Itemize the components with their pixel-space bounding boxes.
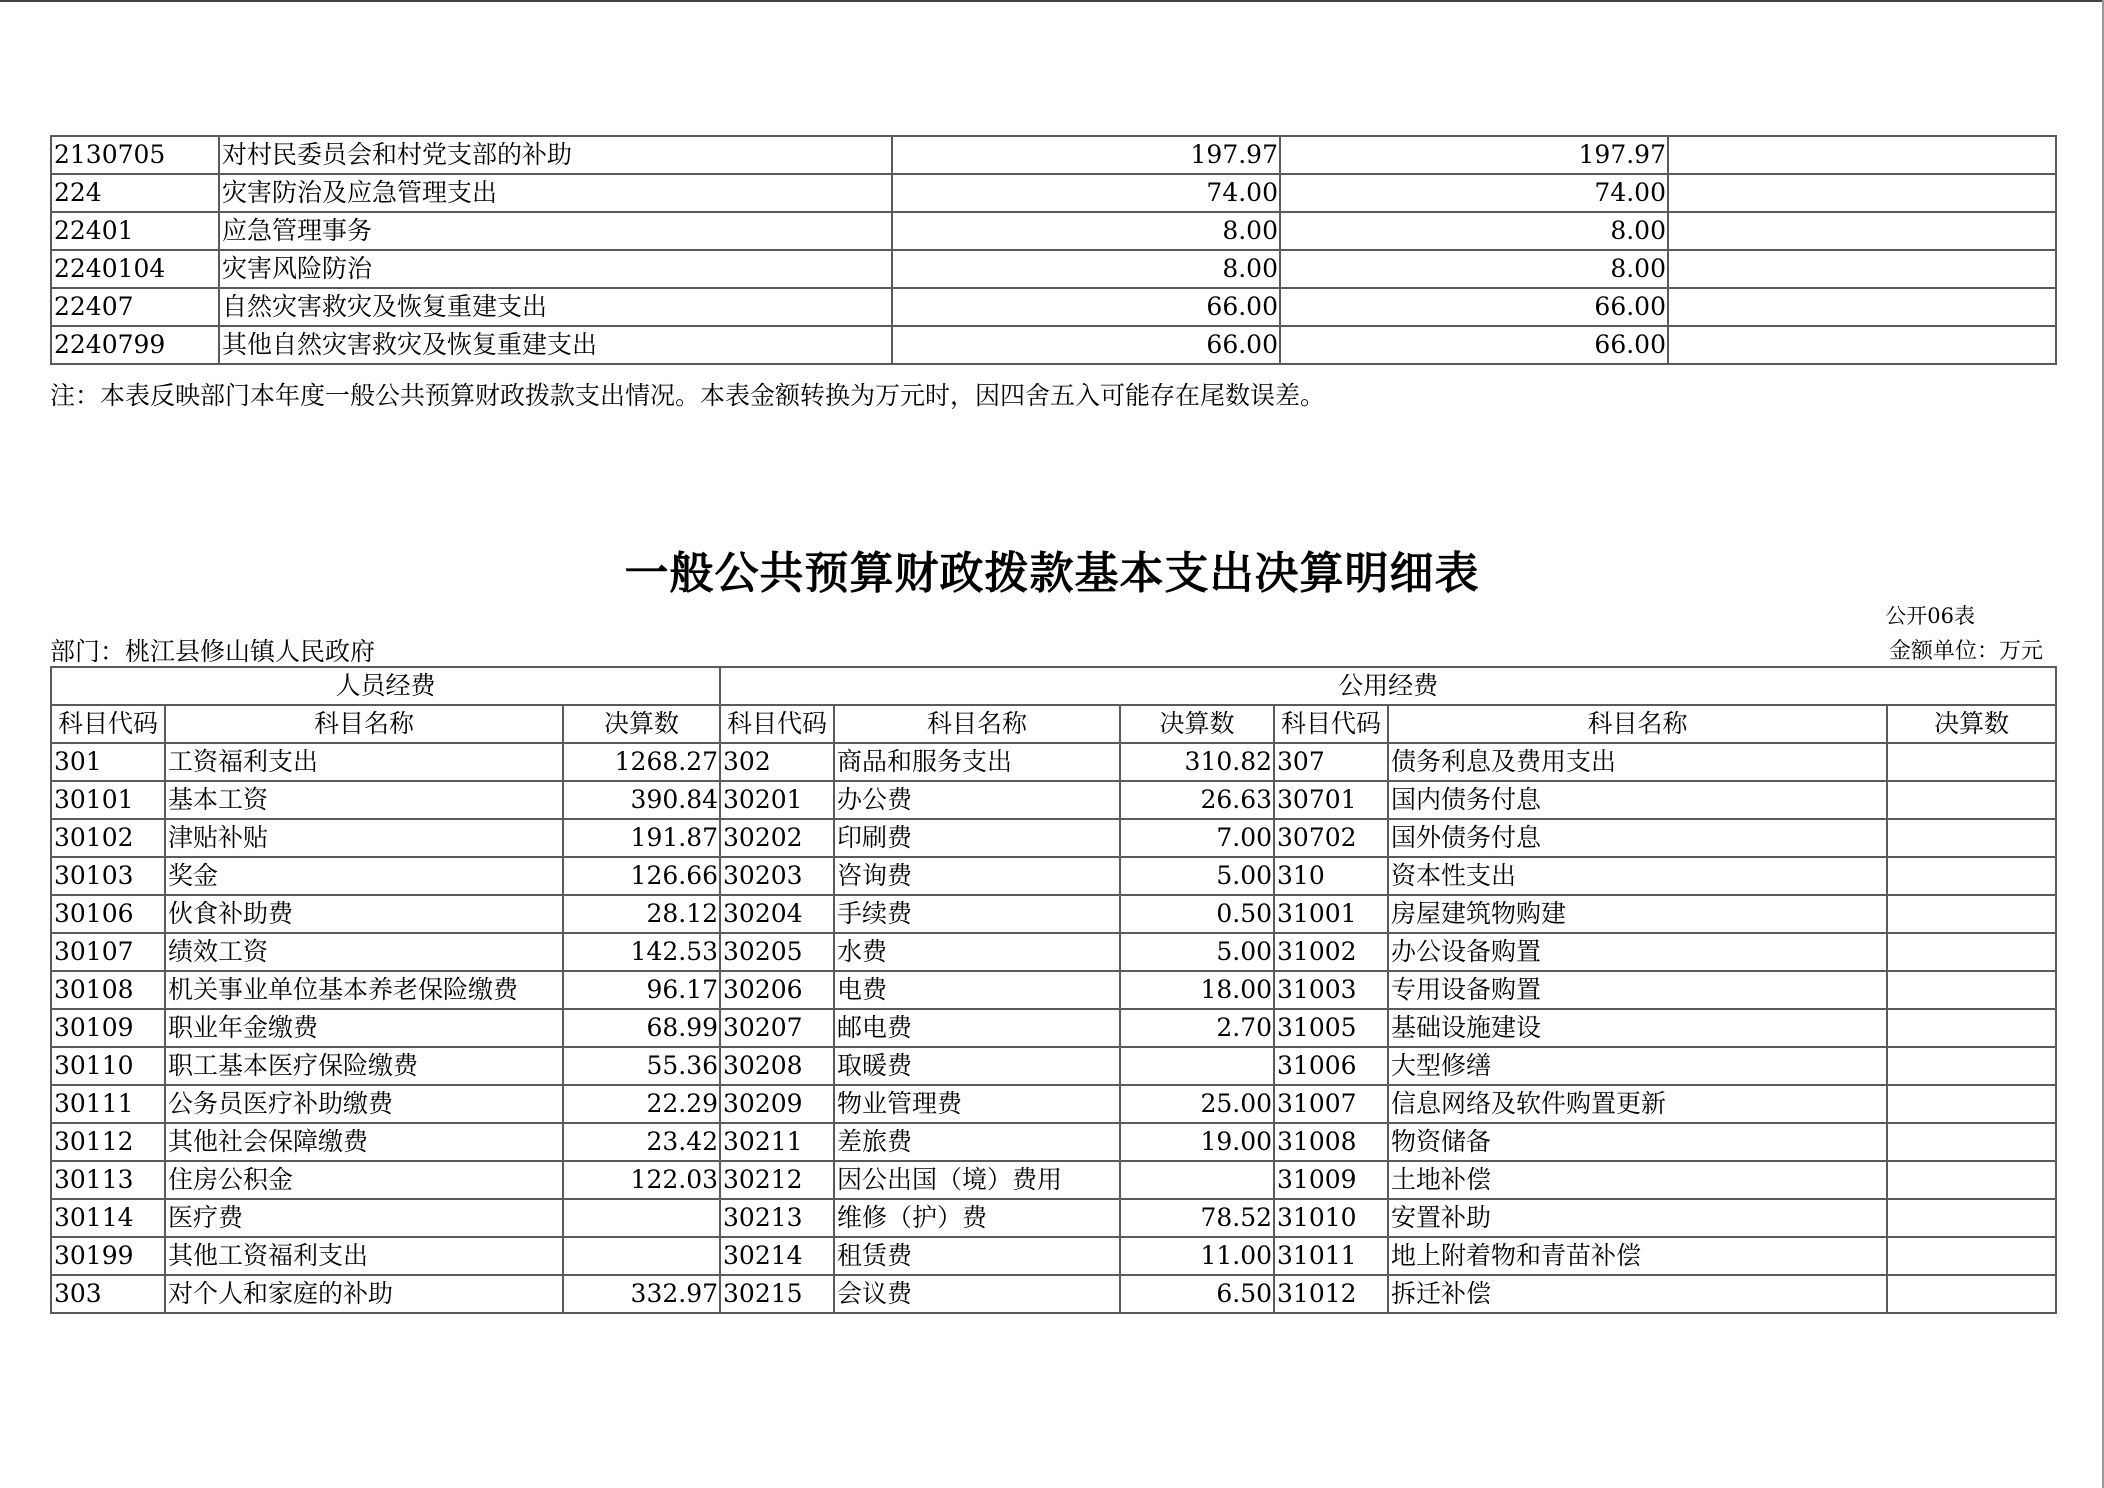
public-code-cell: 30207 [720,1009,834,1047]
capital-code-cell: 31011 [1274,1237,1388,1275]
capital-amount-cell [1887,971,2056,1009]
code-header: 科目代码 [720,705,834,743]
project-expense-cell [1668,212,2056,250]
personnel-amount-cell: 332.97 [563,1275,720,1313]
personnel-name-cell: 基本工资 [165,781,563,819]
subject-code-cell: 2130705 [51,136,219,174]
code-header: 科目代码 [51,705,165,743]
basic-expense-cell: 8.00 [1280,250,1668,288]
capital-code-cell: 31006 [1274,1047,1388,1085]
total-amount-cell: 74.00 [892,174,1280,212]
public-amount-cell: 11.00 [1120,1237,1274,1275]
total-amount-cell: 8.00 [892,212,1280,250]
table-row [51,1161,2056,1199]
table-note: 注：本表反映部门本年度一般公共预算财政拨款支出情况。本表金额转换为万元时，因四舍五入可能存在尾数误差。 [50,381,1326,410]
public-amount-cell: 2.70 [1120,1009,1274,1047]
capital-amount-cell [1887,1009,2056,1047]
personnel-name-cell: 工资福利支出 [165,743,563,781]
subject-name-cell: 对村民委员会和村党支部的补助 [219,136,892,174]
public-code-cell: 30208 [720,1047,834,1085]
amount-header: 决算数 [1887,705,2056,743]
personnel-code-cell: 303 [51,1275,165,1313]
table-header [51,667,2056,743]
subject-code-cell: 2240104 [51,250,219,288]
subject-code-cell: 22407 [51,288,219,326]
capital-amount-cell [1887,743,2056,781]
personnel-amount-cell: 68.99 [563,1009,720,1047]
name-header: 科目名称 [165,705,563,743]
public-name-cell: 因公出国（境）费用 [834,1161,1120,1199]
code-header: 科目代码 [1274,705,1388,743]
capital-amount-cell [1887,781,2056,819]
public-code-cell: 30206 [720,971,834,1009]
capital-name-cell: 大型修缮 [1388,1047,1887,1085]
name-header: 科目名称 [834,705,1120,743]
personnel-name-cell: 绩效工资 [165,933,563,971]
public-code-cell: 30215 [720,1275,834,1313]
personnel-amount-cell: 126.66 [563,857,720,895]
capital-code-cell: 307 [1274,743,1388,781]
capital-code-cell: 31012 [1274,1275,1388,1313]
capital-amount-cell [1887,1237,2056,1275]
personnel-amount-cell [563,1199,720,1237]
table-row [51,326,2056,364]
capital-amount-cell [1887,1123,2056,1161]
personnel-name-cell: 机关事业单位基本养老保险缴费 [165,971,563,1009]
basic-expense-cell: 8.00 [1280,212,1668,250]
table-row [51,819,2056,857]
amount-header: 决算数 [1120,705,1274,743]
public-code-cell: 30213 [720,1199,834,1237]
column-header-row [51,705,2056,743]
personnel-code-cell: 30110 [51,1047,165,1085]
basic-expenditure-detail-table [50,666,2057,1314]
project-expense-cell [1668,136,2056,174]
personnel-code-cell: 30106 [51,895,165,933]
basic-expense-cell: 66.00 [1280,288,1668,326]
table-row [51,781,2056,819]
public-amount-cell: 310.82 [1120,743,1274,781]
public-amount-cell [1120,1161,1274,1199]
project-expense-cell [1668,288,2056,326]
capital-code-cell: 31002 [1274,933,1388,971]
public-name-cell: 邮电费 [834,1009,1120,1047]
form-number: 公开06表 [1885,604,1975,628]
public-name-cell: 物业管理费 [834,1085,1120,1123]
capital-code-cell: 31001 [1274,895,1388,933]
expenditure-table-body [51,136,2056,364]
total-amount-cell: 66.00 [892,326,1280,364]
table-row [51,1085,2056,1123]
capital-name-cell: 拆迁补偿 [1388,1275,1887,1313]
personnel-amount-cell: 96.17 [563,971,720,1009]
table-row [51,895,2056,933]
table-row [51,288,2056,326]
subject-name-cell: 其他自然灾害救灾及恢复重建支出 [219,326,892,364]
personnel-code-cell: 30101 [51,781,165,819]
capital-name-cell: 债务利息及费用支出 [1388,743,1887,781]
public-amount-cell: 6.50 [1120,1275,1274,1313]
personnel-name-cell: 职业年金缴费 [165,1009,563,1047]
public-amount-cell: 78.52 [1120,1199,1274,1237]
public-code-cell: 30205 [720,933,834,971]
personnel-code-cell: 30107 [51,933,165,971]
table-row [51,250,2056,288]
detail-table-body [51,743,2056,1313]
capital-amount-cell [1887,1047,2056,1085]
table-row [51,1047,2056,1085]
public-amount-cell: 7.00 [1120,819,1274,857]
personnel-amount-cell: 1268.27 [563,743,720,781]
personnel-code-cell: 30102 [51,819,165,857]
personnel-amount-cell: 55.36 [563,1047,720,1085]
public-name-cell: 咨询费 [834,857,1120,895]
table-row [51,1009,2056,1047]
basic-expense-cell: 66.00 [1280,326,1668,364]
public-name-cell: 商品和服务支出 [834,743,1120,781]
personnel-amount-cell: 390.84 [563,781,720,819]
table-row [51,971,2056,1009]
personnel-code-cell: 30199 [51,1237,165,1275]
public-amount-cell: 26.63 [1120,781,1274,819]
capital-amount-cell [1887,933,2056,971]
personnel-amount-cell: 122.03 [563,1161,720,1199]
public-name-cell: 办公费 [834,781,1120,819]
personnel-name-cell: 其他工资福利支出 [165,1237,563,1275]
amount-header: 决算数 [563,705,720,743]
expenditure-table-continued [50,135,2057,365]
personnel-code-cell: 30114 [51,1199,165,1237]
personnel-code-cell: 30103 [51,857,165,895]
personnel-code-cell: 30111 [51,1085,165,1123]
table-row [51,1237,2056,1275]
public-name-cell: 水费 [834,933,1120,971]
public-code-cell: 30214 [720,1237,834,1275]
public-name-cell: 维修（护）费 [834,1199,1120,1237]
basic-expense-cell: 197.97 [1280,136,1668,174]
capital-code-cell: 31009 [1274,1161,1388,1199]
capital-amount-cell [1887,1199,2056,1237]
capital-name-cell: 房屋建筑物购建 [1388,895,1887,933]
personnel-code-cell: 301 [51,743,165,781]
page-top-border [0,0,2104,2]
capital-amount-cell [1887,857,2056,895]
table-row [51,857,2056,895]
subject-name-cell: 应急管理事务 [219,212,892,250]
page-title: 一般公共预算财政拨款基本支出决算明细表 [624,548,1480,599]
public-name-cell: 租赁费 [834,1237,1120,1275]
subject-name-cell: 灾害防治及应急管理支出 [219,174,892,212]
capital-name-cell: 信息网络及软件购置更新 [1388,1085,1887,1123]
capital-name-cell: 物资储备 [1388,1123,1887,1161]
capital-name-cell: 土地补偿 [1388,1161,1887,1199]
public-code-cell: 30203 [720,857,834,895]
capital-amount-cell [1887,1085,2056,1123]
public-name-cell: 会议费 [834,1275,1120,1313]
capital-name-cell: 地上附着物和青苗补偿 [1388,1237,1887,1275]
public-amount-cell: 0.50 [1120,895,1274,933]
personnel-amount-cell [563,1237,720,1275]
personnel-expense-header: 人员经费 [51,667,720,705]
public-expense-header: 公用经费 [720,667,2056,705]
subject-code-cell: 22401 [51,212,219,250]
subject-code-cell: 224 [51,174,219,212]
public-name-cell: 取暖费 [834,1047,1120,1085]
project-expense-cell [1668,250,2056,288]
personnel-name-cell: 对个人和家庭的补助 [165,1275,563,1313]
capital-amount-cell [1887,1275,2056,1313]
group-header-row [51,667,2056,705]
public-code-cell: 30204 [720,895,834,933]
public-code-cell: 30202 [720,819,834,857]
basic-expense-cell: 74.00 [1280,174,1668,212]
personnel-amount-cell: 142.53 [563,933,720,971]
personnel-name-cell: 职工基本医疗保险缴费 [165,1047,563,1085]
amount-unit-label: 金额单位：万元 [1888,639,2043,664]
capital-amount-cell [1887,1161,2056,1199]
public-code-cell: 30211 [720,1123,834,1161]
public-code-cell: 30209 [720,1085,834,1123]
capital-name-cell: 安置补助 [1388,1199,1887,1237]
table-row [51,1123,2056,1161]
personnel-amount-cell: 22.29 [563,1085,720,1123]
public-name-cell: 差旅费 [834,1123,1120,1161]
table-row [51,743,2056,781]
table-row [51,1275,2056,1313]
personnel-code-cell: 30113 [51,1161,165,1199]
public-amount-cell: 25.00 [1120,1085,1274,1123]
personnel-amount-cell: 191.87 [563,819,720,857]
public-code-cell: 302 [720,743,834,781]
capital-code-cell: 30702 [1274,819,1388,857]
capital-name-cell: 专用设备购置 [1388,971,1887,1009]
capital-name-cell: 基础设施建设 [1388,1009,1887,1047]
personnel-amount-cell: 28.12 [563,895,720,933]
total-amount-cell: 197.97 [892,136,1280,174]
name-header: 科目名称 [1388,705,1887,743]
subject-name-cell: 灾害风险防治 [219,250,892,288]
total-amount-cell: 8.00 [892,250,1280,288]
capital-code-cell: 31010 [1274,1199,1388,1237]
table-row [51,212,2056,250]
public-amount-cell [1120,1047,1274,1085]
personnel-code-cell: 30112 [51,1123,165,1161]
personnel-name-cell: 其他社会保障缴费 [165,1123,563,1161]
public-name-cell: 电费 [834,971,1120,1009]
project-expense-cell [1668,326,2056,364]
public-amount-cell: 5.00 [1120,933,1274,971]
personnel-name-cell: 津贴补贴 [165,819,563,857]
table-row [51,933,2056,971]
department-label: 部门：桃江县修山镇人民政府 [50,637,376,666]
public-amount-cell: 5.00 [1120,857,1274,895]
personnel-code-cell: 30109 [51,1009,165,1047]
total-amount-cell: 66.00 [892,288,1280,326]
personnel-code-cell: 30108 [51,971,165,1009]
personnel-name-cell: 公务员医疗补助缴费 [165,1085,563,1123]
personnel-name-cell: 奖金 [165,857,563,895]
capital-amount-cell [1887,819,2056,857]
public-code-cell: 30201 [720,781,834,819]
public-name-cell: 印刷费 [834,819,1120,857]
personnel-amount-cell: 23.42 [563,1123,720,1161]
capital-code-cell: 31007 [1274,1085,1388,1123]
capital-name-cell: 国内债务付息 [1388,781,1887,819]
capital-name-cell: 国外债务付息 [1388,819,1887,857]
subject-name-cell: 自然灾害救灾及恢复重建支出 [219,288,892,326]
capital-code-cell: 30701 [1274,781,1388,819]
capital-code-cell: 31003 [1274,971,1388,1009]
capital-code-cell: 31005 [1274,1009,1388,1047]
personnel-name-cell: 伙食补助费 [165,895,563,933]
table-row [51,136,2056,174]
public-name-cell: 手续费 [834,895,1120,933]
personnel-name-cell: 住房公积金 [165,1161,563,1199]
capital-code-cell: 310 [1274,857,1388,895]
capital-name-cell: 资本性支出 [1388,857,1887,895]
subject-code-cell: 2240799 [51,326,219,364]
capital-code-cell: 31008 [1274,1123,1388,1161]
public-code-cell: 30212 [720,1161,834,1199]
public-amount-cell: 19.00 [1120,1123,1274,1161]
table-row [51,174,2056,212]
capital-name-cell: 办公设备购置 [1388,933,1887,971]
public-amount-cell: 18.00 [1120,971,1274,1009]
table-row [51,1199,2056,1237]
capital-amount-cell [1887,895,2056,933]
project-expense-cell [1668,174,2056,212]
personnel-name-cell: 医疗费 [165,1199,563,1237]
